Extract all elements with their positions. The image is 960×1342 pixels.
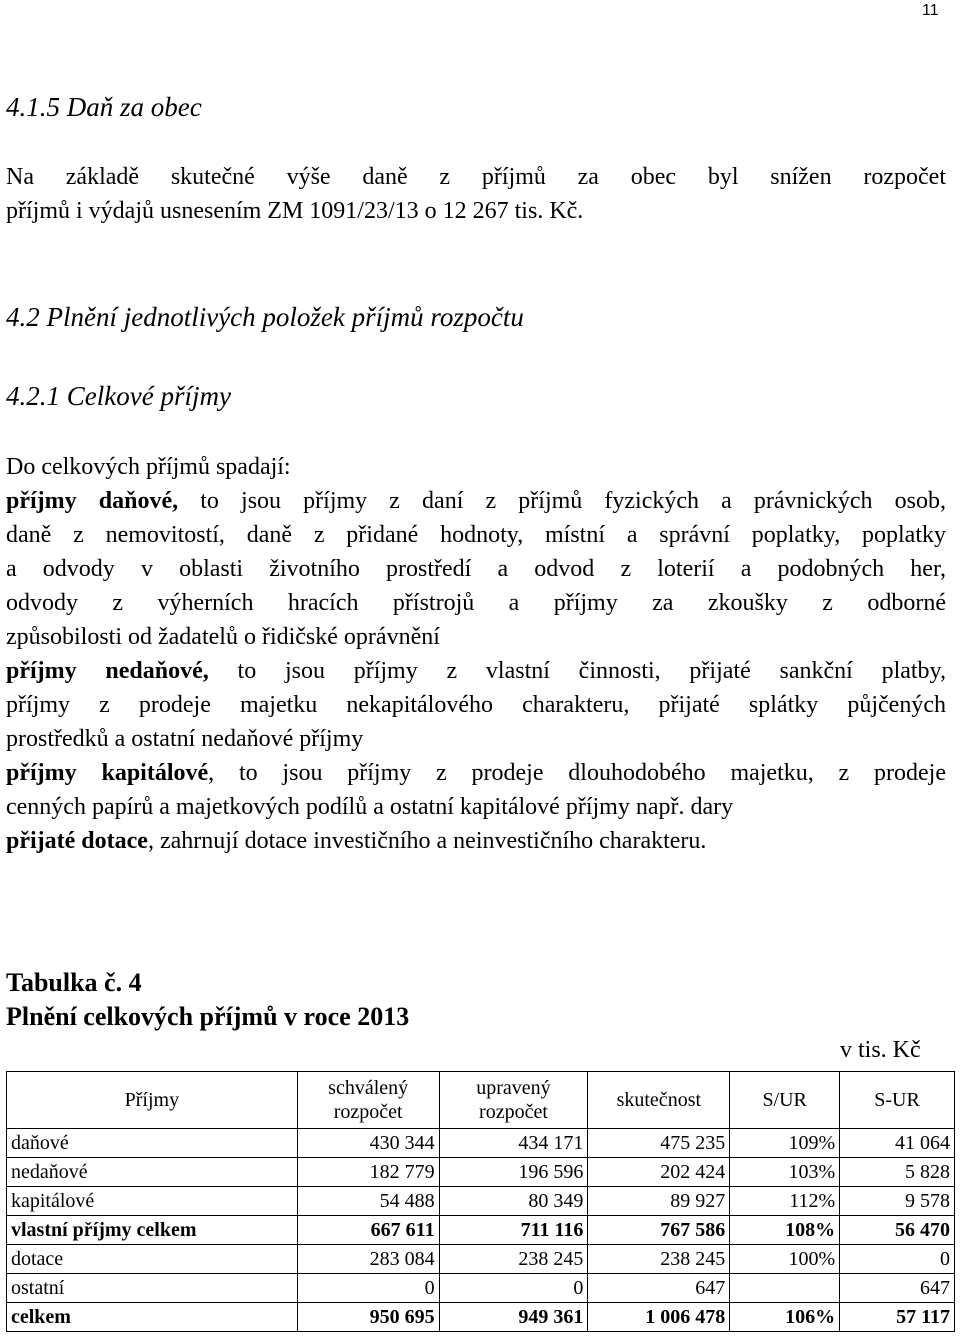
cell-s-ur: 109% bbox=[730, 1129, 840, 1158]
cell-skutecnost: 202 424 bbox=[588, 1158, 730, 1187]
paragraph-dan-za-obec bbox=[6, 160, 946, 228]
paragraph-line: odvody z výherních hracích přístrojů a příjmy za zkoušky z odborné bbox=[6, 590, 946, 616]
cell-upraveny: 0 bbox=[439, 1274, 588, 1303]
table-row bbox=[7, 1129, 955, 1158]
cell-s-minus-ur: 0 bbox=[840, 1245, 955, 1274]
table-row bbox=[7, 1158, 955, 1187]
table-row-subtotal bbox=[7, 1216, 955, 1245]
table-row bbox=[7, 1274, 955, 1303]
cell-s-minus-ur: 5 828 bbox=[840, 1158, 955, 1187]
cell-s-ur: 103% bbox=[730, 1158, 840, 1187]
cell-upraveny: 80 349 bbox=[439, 1187, 588, 1216]
cell-s-minus-ur: 57 117 bbox=[840, 1303, 955, 1332]
paragraph-line: a odvody v oblasti životního prostředí a odvod z loterií a podobných her, bbox=[6, 556, 946, 582]
paragraph-line: příjmů i výdajů usnesením ZM 1091/23/13 o 12 267 tis. Kč. bbox=[6, 198, 584, 224]
section-heading-4-2-1: 4.2.1 Celkové příjmy bbox=[6, 381, 231, 411]
cell-schvaleny: 0 bbox=[297, 1274, 439, 1303]
cell-s-ur bbox=[730, 1274, 840, 1303]
intro-line: Do celkových příjmů spadají: bbox=[6, 454, 291, 480]
cell-upraveny: 434 171 bbox=[439, 1129, 588, 1158]
cell-s-minus-ur: 41 064 bbox=[840, 1129, 955, 1158]
cell-upraveny: 238 245 bbox=[439, 1245, 588, 1274]
cell-skutecnost: 238 245 bbox=[588, 1245, 730, 1274]
table-row bbox=[7, 1187, 955, 1216]
term-prijmy-nedanove: příjmy nedaňové, bbox=[6, 658, 209, 684]
row-name: daňové bbox=[7, 1129, 298, 1158]
cell-upraveny: 196 596 bbox=[439, 1158, 588, 1187]
row-name: vlastní příjmy celkem bbox=[7, 1216, 298, 1245]
cell-s-ur: 100% bbox=[730, 1245, 840, 1274]
section-heading-4-2: 4.2 Plnění jednotlivých položek příjmů rozpočtu bbox=[6, 302, 524, 332]
page-number: 11 bbox=[922, 2, 939, 19]
paragraph-line: způsobilosti od žadatelů o řidičské oprávnění bbox=[6, 624, 440, 650]
section-heading-4-1-5: 4.1.5 Daň za obec bbox=[6, 92, 202, 122]
paragraph-line bbox=[6, 756, 946, 790]
revenue-table bbox=[6, 1071, 955, 1332]
row-name: ostatní bbox=[7, 1274, 298, 1303]
cell-upraveny: 711 116 bbox=[439, 1216, 588, 1245]
header-skutecnost: skutečnost bbox=[588, 1072, 730, 1129]
table-header-row bbox=[7, 1072, 955, 1129]
row-name: nedaňové bbox=[7, 1158, 298, 1187]
header-s-ur: S/UR bbox=[730, 1072, 840, 1129]
cell-schvaleny: 430 344 bbox=[297, 1129, 439, 1158]
text: to jsou příjmy z vlastní činnosti, přijaté sankční platby, bbox=[208, 658, 947, 684]
header-schvaleny-rozpocet bbox=[297, 1072, 439, 1129]
cell-s-minus-ur: 56 470 bbox=[840, 1216, 955, 1245]
paragraph-line bbox=[6, 824, 946, 858]
header-line: upravený bbox=[476, 1077, 551, 1099]
row-name: dotace bbox=[7, 1245, 298, 1274]
paragraph-line: příjmy z prodeje majetku nekapitálového charakteru, přijaté splátky půjčených bbox=[6, 692, 946, 718]
paragraph-line: cenných papírů a majetkových podílů a ostatní kapitálové příjmy např. dary bbox=[6, 794, 734, 820]
table-title: Plnění celkových příjmů v roce 2013 bbox=[6, 1002, 410, 1031]
cell-s-ur: 112% bbox=[730, 1187, 840, 1216]
cell-skutecnost: 767 586 bbox=[588, 1216, 730, 1245]
text: , to jsou příjmy z prodeje dlouhodobého majetku, z prodeje bbox=[208, 760, 946, 786]
table-row-total bbox=[7, 1303, 955, 1332]
cell-skutecnost: 475 235 bbox=[588, 1129, 730, 1158]
cell-s-minus-ur: 9 578 bbox=[840, 1187, 955, 1216]
cell-schvaleny: 182 779 bbox=[297, 1158, 439, 1187]
row-name: celkem bbox=[7, 1303, 298, 1332]
paragraph-line: Na základě skutečné výše daně z příjmů za obec byl snížen rozpočet bbox=[6, 164, 946, 190]
paragraph-celkove-prijmy bbox=[6, 450, 946, 858]
row-name: kapitálové bbox=[7, 1187, 298, 1216]
text: , zahrnují dotace investičního a neinvestičního charakteru. bbox=[147, 828, 707, 854]
cell-upraveny: 949 361 bbox=[439, 1303, 588, 1332]
cell-schvaleny: 54 488 bbox=[297, 1187, 439, 1216]
text: to jsou příjmy z daní z příjmů fyzických a právnických osob, bbox=[178, 488, 946, 514]
term-prijmy-kapitalove: příjmy kapitálové bbox=[6, 760, 209, 786]
paragraph-line bbox=[6, 484, 946, 518]
term-prijmy-danove: příjmy daňové, bbox=[6, 488, 179, 514]
cell-skutecnost: 647 bbox=[588, 1274, 730, 1303]
paragraph-line: prostředků a ostatní nedaňové příjmy bbox=[6, 726, 364, 752]
cell-s-minus-ur: 647 bbox=[840, 1274, 955, 1303]
header-line: rozpočet bbox=[479, 1101, 548, 1123]
header-line: schválený bbox=[328, 1077, 409, 1099]
cell-s-ur: 108% bbox=[730, 1216, 840, 1245]
header-line: rozpočet bbox=[333, 1101, 403, 1123]
term-prijate-dotace: přijaté dotace bbox=[6, 828, 148, 854]
cell-schvaleny: 950 695 bbox=[297, 1303, 439, 1332]
cell-schvaleny: 667 611 bbox=[297, 1216, 439, 1245]
table-row bbox=[7, 1245, 955, 1274]
header-prijmy: Příjmy bbox=[7, 1072, 298, 1129]
header-s-minus-ur: S-UR bbox=[840, 1072, 955, 1129]
table-label: Tabulka č. 4 bbox=[6, 968, 142, 997]
cell-skutecnost: 89 927 bbox=[588, 1187, 730, 1216]
cell-schvaleny: 283 084 bbox=[297, 1245, 439, 1274]
paragraph-line: daně z nemovitostí, daně z přidané hodnoty, místní a správní poplatky, poplatky bbox=[6, 522, 946, 548]
paragraph-line bbox=[6, 654, 946, 688]
cell-skutecnost: 1 006 478 bbox=[588, 1303, 730, 1332]
table-unit: v tis. Kč bbox=[840, 1037, 921, 1063]
cell-s-ur: 106% bbox=[730, 1303, 840, 1332]
header-upraveny-rozpocet bbox=[439, 1072, 588, 1129]
